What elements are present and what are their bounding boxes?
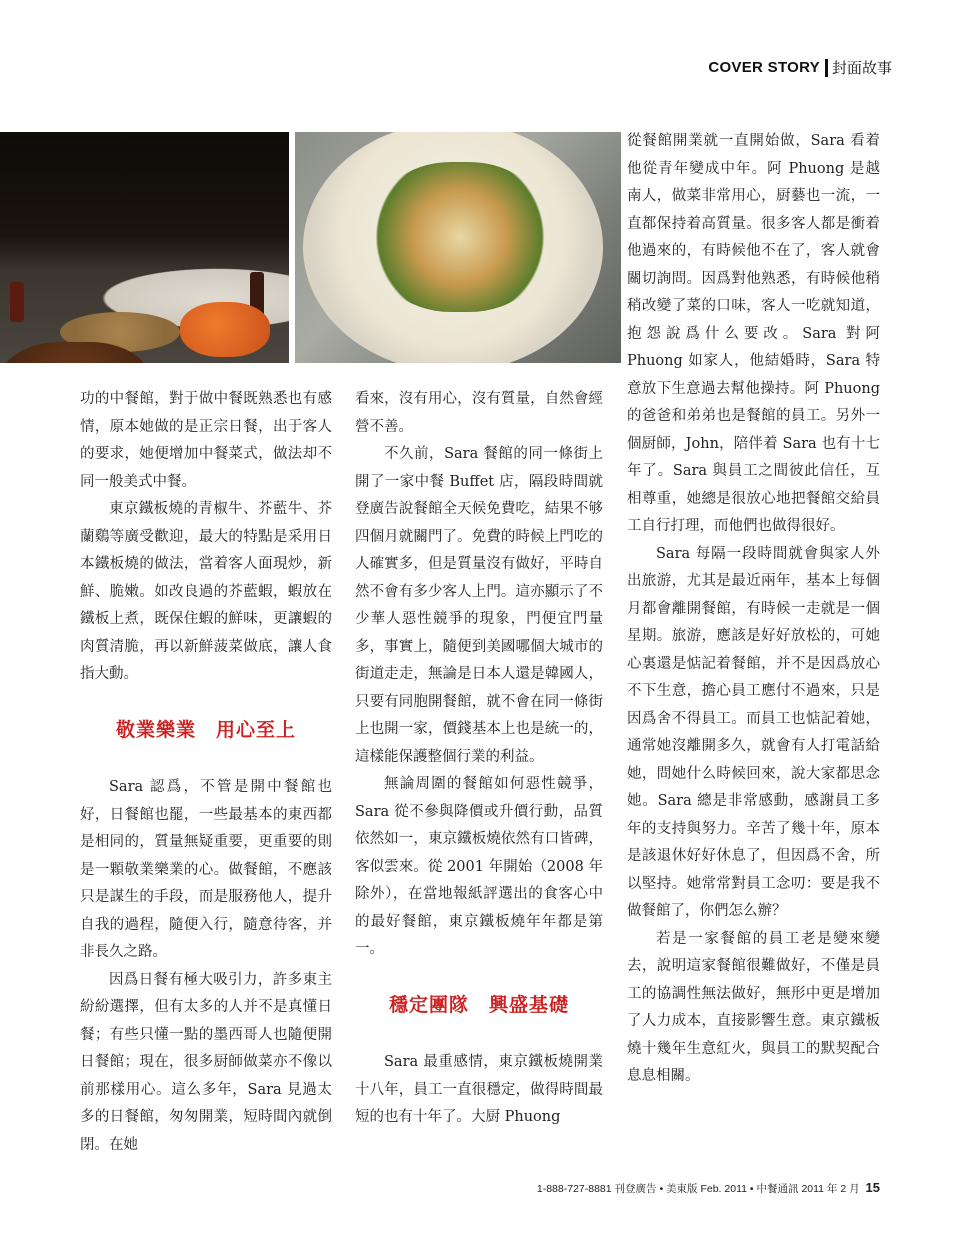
footer-magazine: 中餐通訊 — [756, 1183, 799, 1195]
photo-detail-vegetables — [370, 162, 550, 312]
header-divider — [825, 59, 828, 77]
footer-phone: 1-888-727-8881 — [536, 1183, 612, 1195]
paragraph: 不久前，Sara 餐館的同一條街上開了一家中餐 Buffet 店，隔段時間就登廣告說餐館全天候免費吃，結果不够四個月就關門了。免費的時候上門吃的人確實多，但是質量沒有做好，平時自然不會有多少客人上門。這亦顯示了不少華人惡性競爭的現象，門便宜門量多，事實上，隨便到美國哪個大城市的街道走走，無論是日本人還是韓國人，只要有同胞開餐館，就不會在同一條街上也開一家，價錢基本上也是統一的，這樣能保護整個行業的利益。 — [355, 446, 603, 765]
paragraph: Sara 最重感情，東京鐵板燒開業十八年，員工一直很穩定，做得時間最短的也有十年了。大厨 Phuong — [355, 1054, 603, 1125]
section-title-zh: 封面故事 — [831, 59, 892, 77]
photo-detail-bottle — [10, 282, 24, 322]
paragraph: Sara 每隔一段時間就會與家人外出旅游，尤其是最近兩年，基本上每個月都會離開餐館，有時候一走就是一個星期。旅游，應該是好好放松的，可她心裏還是惦記着餐館，并不是因爲放心不下生意，擔心員工應付不過來，只是因爲舍不得員工。而員工也惦記着她，通常她沒離開多久，就會有人打電話給她，問她什么時候回來，說大家都思念她。Sara 總是非常感動，感謝員工多年的支持與努力。辛苦了幾十年，原本是該退休好好休息了，但因爲不舍，所以堅持。她常常對員工念叨：要是我不做餐館了，你們怎么辦？ — [627, 545, 880, 919]
footer-separator: • — [659, 1183, 664, 1195]
subheading: 穩定團隊 興盛基礎 — [388, 993, 569, 1016]
section-title-en: COVER STORY — [708, 59, 820, 76]
paragraph: Sara 認爲，不管是開中餐館也好，日餐館也罷，一些最基本的東西都是相同的，質量無疑重要，更重要的則是一顆敬業樂業的心。做餐館，不應該只是謀生的手段，而是服務他人，提升自我的過程，隨便入行，隨意待客，并非長久之路。 — [80, 779, 332, 960]
paragraph: 從餐館開業就一直開始做，Sara 看着他從青年變成中年。阿 Phuong 是越南人，做菜非常用心，厨藝也一流，一直都保持着高質量。很多客人都是衝着他過來的，有時候他不在了，客人就會關切詢問。因爲對他熟悉，有時候他稍稍改變了菜的口味，客人一吃就知道，抱怨說爲什么要改。Sara 對阿 Phuong 如家人，他結婚時，Sara 特意放下生意過去幫他操持。阿 Phuong 的爸爸和弟弟也是餐館的員工。另外一個厨師，John，陪伴着 Sara 也有十七年了。Sara 與員工之間彼此信任，互相尊重，她總是很放心地把餐館交給員工自行打理，而他們也做得很好。 — [627, 133, 880, 534]
paragraph: 東京鐵板燒的青椒牛、芥藍牛、芥蘭鷄等廣受歡迎，最大的特點是采用日本鐵板燒的做法，當着客人面現炒，新鮮、脆嫩。如改良過的芥藍蝦，蝦放在鐵板上煮，既保住蝦的鮮味，更讓蝦的肉質清脆，再以新鮮菠菜做底，讓人食指大動。 — [80, 501, 332, 682]
paragraph: 因爲日餐有極大吸引力，許多東主紛紛選擇，但有太多的人并不是真懂日餐；有些只懂一點的墨西哥人也隨便開日餐館；現在，很多厨師做菜亦不像以前那樣用心。這么多年，Sara 見過太多的日餐館，匆匆開業，短時間內就倒閉。在她 — [80, 971, 332, 1153]
footer-edition: 美東版 — [666, 1183, 698, 1195]
photo-beef-dish — [0, 132, 289, 363]
footer-date-en: Feb. 2011 — [700, 1183, 747, 1195]
paragraph: 若是一家餐館的員工老是變來變去，說明這家餐館很難做好，不僅是員工的協調性無法做好，無形中更是增加了人力成本，直接影響生意。東京鐵板燒十幾年生意紅火，與員工的默契配合息息相關。 — [627, 930, 880, 1084]
photo-detail-carrot — [180, 302, 270, 357]
footer-separator: • — [749, 1183, 754, 1195]
page-number: 15 — [865, 1180, 880, 1195]
paragraph: 無論周圍的餐館如何惡性競爭，Sara 從不參與降價或升價行動，品質依然如一，東京鐵板燒依然有口皆碑，客似雲來。從 2001 年開始（2008 年除外），在當地報紙評選出的食客心中的最好餐館，東京鐵板燒年年都是第一。 — [355, 776, 603, 957]
article-column-3 — [627, 128, 880, 1091]
paragraph: 功的中餐館，對于做中餐既熟悉也有感情，原本她做的是正宗日餐，出于客人的要求，她便增加中餐菜式，做法却不同一般美式中餐。 — [80, 391, 332, 490]
article-column-2 — [355, 386, 603, 1132]
footer-ad: 刊登廣告 — [614, 1183, 657, 1195]
page-footer — [537, 1180, 880, 1196]
footer-date-zh: 2011 年 2 月 — [801, 1183, 860, 1195]
article-column-1 — [80, 386, 332, 1159]
photo-vegetable-dish — [295, 132, 621, 363]
subheading: 敬業樂業 用心至上 — [115, 718, 296, 741]
paragraph: 看來，沒有用心，沒有質量，自然會經營不善。 — [355, 391, 603, 435]
section-header — [708, 57, 892, 78]
